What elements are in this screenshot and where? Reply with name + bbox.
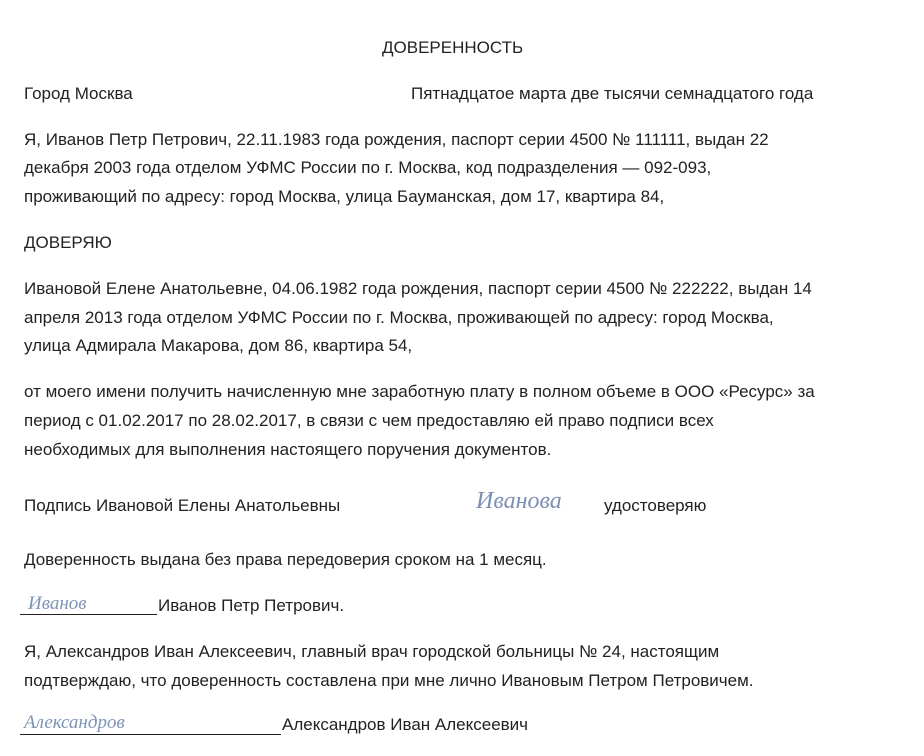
principal-signature-name: Иванов Петр Петрович. <box>158 596 345 615</box>
principal-signature-underline <box>20 614 157 615</box>
agent-line: Ивановой Елене Анатольевне, 04.06.1982 года рождения, паспорт серии 4500 № 222222, выдан 14 <box>24 279 812 298</box>
agent-signature-label: Подпись Ивановой Елены Анатольевны <box>24 496 341 515</box>
trust-word: ДОВЕРЯЮ <box>24 233 112 252</box>
principal-line: Я, Иванов Петр Петрович, 22.11.1983 года рождения, паспорт серии 4500 № 111111, выдан 22 <box>24 130 769 149</box>
validity-statement: Доверенность выдана без права передоверия сроком на 1 месяц. <box>24 550 547 569</box>
principal-handwritten-signature: Иванов <box>28 593 87 614</box>
document-title: ДОВЕРЕННОСТЬ <box>382 38 524 57</box>
certifier-handwritten-signature: Александров <box>24 712 125 733</box>
date: Пятнадцатое марта две тысячи семнадцатого года <box>411 84 814 103</box>
agent-line: апреля 2013 года отделом УФМС России по г. Москва, проживающей по адресу: город Москва, <box>24 308 774 327</box>
certification-line: подтверждаю, что доверенность составлена при мне лично Ивановым Петром Петровичем. <box>24 671 754 690</box>
agent-line: улица Адмирала Макарова, дом 86, квартира 54, <box>24 336 413 355</box>
agent-handwritten-signature: Иванова <box>476 488 562 514</box>
principal-line: декабря 2003 года отделом УФМС России по г. Москва, код подразделения — 092-093, <box>24 158 712 177</box>
powers-line: от моего имени получить начисленную мне заработную плату в полном объеме в ООО «Ресурс» за <box>24 382 815 401</box>
certifier-signature-name: Александров Иван Алексеевич <box>282 715 529 734</box>
powers-line: необходимых для выполнения настоящего поручения документов. <box>24 440 552 459</box>
powers-line: период с 01.02.2017 по 28.02.2017, в связи с чем предоставляю ей право подписи всех <box>24 411 714 430</box>
certify-word: удостоверяю <box>604 496 707 515</box>
principal-line: проживающий по адресу: город Москва, улица Бауманская, дом 17, квартира 84, <box>24 187 665 206</box>
city: Город Москва <box>24 84 133 103</box>
certification-line: Я, Александров Иван Алексеевич, главный врач городской больницы № 24, настоящим <box>24 642 720 661</box>
certifier-signature-underline <box>20 734 281 735</box>
